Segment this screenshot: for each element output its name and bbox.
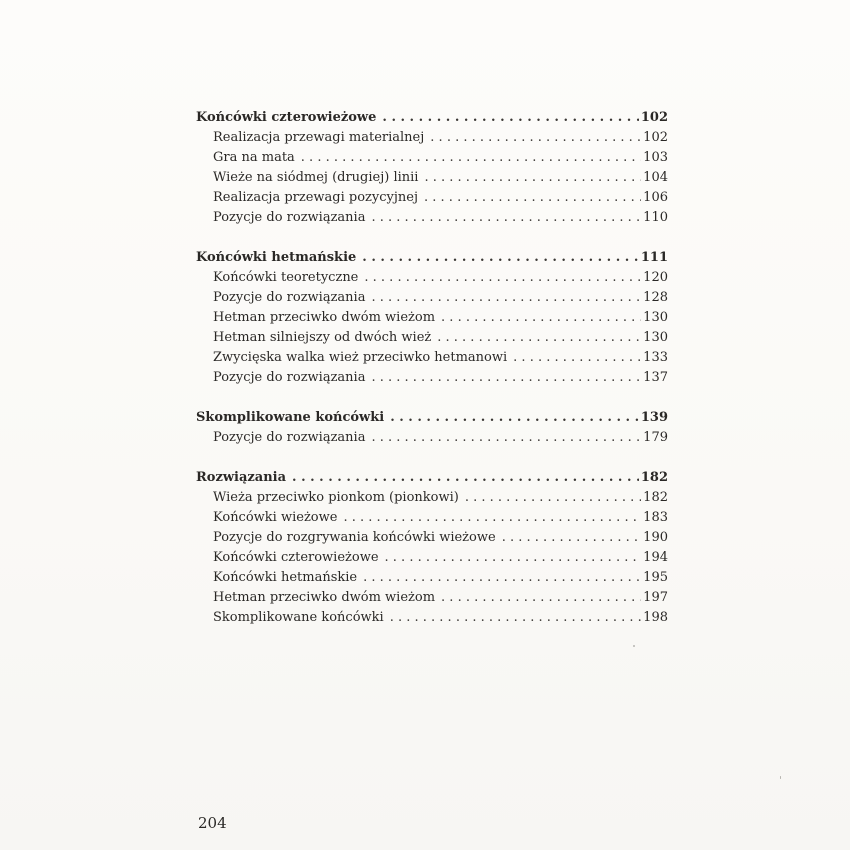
toc-entry-page: 190 (643, 530, 668, 545)
dot-leader (382, 108, 638, 128)
toc-entry-page: 130 (643, 310, 668, 325)
toc-entry-page: 182 (643, 490, 668, 505)
toc-entry (196, 168, 668, 188)
dot-leader (390, 608, 641, 628)
toc-entry (196, 328, 668, 348)
toc-entry-page: 179 (643, 430, 668, 445)
dot-leader (441, 588, 641, 608)
dot-leader (363, 568, 641, 588)
dot-leader (362, 248, 639, 268)
toc-entry (196, 568, 668, 588)
toc-entry (196, 128, 668, 148)
toc-section (196, 248, 668, 388)
toc-entry (196, 308, 668, 328)
toc-entry (196, 368, 668, 388)
toc-entry (196, 208, 668, 228)
toc-section (196, 108, 668, 228)
toc-entry-label: Pozycje do rozwiązania (213, 290, 366, 305)
dot-leader (301, 148, 641, 168)
dot-leader (441, 308, 641, 328)
toc-section (196, 408, 668, 448)
toc-entry-label: Hetman przeciwko dwóm wieżom (213, 310, 436, 325)
dot-leader (513, 348, 641, 368)
toc-entry-label: Hetman silniejszy od dwóch wież (213, 330, 432, 345)
toc-heading-page: 139 (640, 410, 668, 425)
toc-entry-page: 106 (643, 190, 668, 205)
toc-entry-label: Pozycje do rozwiązania (213, 370, 366, 385)
toc-entry-label: Realizacja przewagi materialnej (213, 130, 425, 145)
dot-leader (343, 508, 641, 528)
toc-entry-page: 102 (643, 130, 668, 145)
dot-leader (371, 288, 641, 308)
toc-heading-page: 111 (640, 250, 668, 265)
toc-entry (196, 608, 668, 628)
toc-entry-page: 197 (643, 590, 668, 605)
toc-heading-label: Końcówki hetmańskie (196, 250, 357, 265)
toc-entry (196, 508, 668, 528)
toc-entry-label: Hetman przeciwko dwóm wieżom (213, 590, 436, 605)
dot-leader (385, 548, 642, 568)
dot-leader (502, 528, 641, 548)
toc-entry-page: 110 (643, 210, 668, 225)
toc-entry-label: Końcówki hetmańskie (213, 570, 358, 585)
toc-entry-page: 194 (643, 550, 668, 565)
dot-leader (371, 428, 641, 448)
toc-entry-page: 120 (643, 270, 668, 285)
toc-entry-page: 128 (643, 290, 668, 305)
dot-leader (424, 188, 641, 208)
toc-entry (196, 528, 668, 548)
paper-speck (633, 645, 635, 647)
toc-entry-label: Pozycje do rozwiązania (213, 430, 366, 445)
toc-entry (196, 428, 668, 448)
toc-entry-label: Pozycje do rozwiązania (213, 210, 366, 225)
toc-entry (196, 588, 668, 608)
toc-entry (196, 148, 668, 168)
toc-entry-label: Realizacja przewagi pozycyjnej (213, 190, 419, 205)
toc-heading-page: 102 (640, 110, 668, 125)
toc-entry (196, 488, 668, 508)
toc-entry-label: Wieże na siódmej (drugiej) linii (213, 170, 419, 185)
toc-entry-page: 137 (643, 370, 668, 385)
toc-section-heading (196, 248, 668, 268)
toc-entry (196, 188, 668, 208)
toc-section-heading (196, 468, 668, 488)
dot-leader (437, 328, 641, 348)
toc-entry-label: Zwycięska walka wież przeciwko hetmanowi (213, 350, 508, 365)
dot-leader (424, 168, 641, 188)
toc-entry-page: 183 (643, 510, 668, 525)
dot-leader (371, 368, 641, 388)
toc-entry-label: Końcówki teoretyczne (213, 270, 359, 285)
toc-entry-page: 195 (643, 570, 668, 585)
toc-entry-page: 104 (643, 170, 668, 185)
toc-entry (196, 268, 668, 288)
paper-speck (780, 776, 781, 779)
toc-entry-label: Pozycje do rozgrywania końcówki wieżowe (213, 530, 496, 545)
dot-leader (465, 488, 641, 508)
dot-leader (364, 268, 641, 288)
toc-heading-label: Końcówki czterowieżowe (196, 110, 377, 125)
toc-heading-page: 182 (640, 470, 668, 485)
toc-heading-label: Rozwiązania (196, 470, 287, 485)
dot-leader (390, 408, 639, 428)
dot-leader (292, 468, 639, 488)
table-of-contents (196, 108, 668, 648)
toc-entry-label: Skomplikowane końcówki (213, 610, 384, 625)
toc-entry-page: 103 (643, 150, 668, 165)
toc-section-heading (196, 108, 668, 128)
toc-entry-page: 133 (643, 350, 668, 365)
dot-leader (371, 208, 641, 228)
toc-entry-label: Wieża przeciwko pionkom (pionkowi) (213, 490, 459, 505)
toc-entry (196, 548, 668, 568)
toc-section (196, 468, 668, 628)
toc-entry-label: Końcówki czterowieżowe (213, 550, 379, 565)
toc-section-heading (196, 408, 668, 428)
toc-entry-label: Gra na mata (213, 150, 295, 165)
dot-leader (430, 128, 641, 148)
toc-entry-page: 198 (643, 610, 668, 625)
toc-entry (196, 348, 668, 368)
page-number: 204 (198, 814, 227, 832)
toc-entry (196, 288, 668, 308)
toc-heading-label: Skomplikowane końcówki (196, 410, 385, 425)
toc-entry-page: 130 (643, 330, 668, 345)
toc-entry-label: Końcówki wieżowe (213, 510, 338, 525)
